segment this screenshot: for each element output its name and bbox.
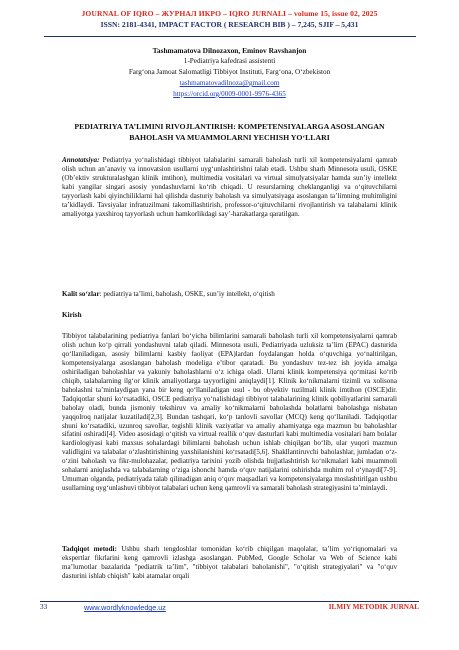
method-text: Ushbu sharh tengdoshlar tomonidan ko‘rib chiqilgan maqolalar, ta’lim yo‘riqnomalari va ekspertlar fikrlarini keng qamrovli izlashga asoslangan. PubMed, Google Scholar va Web of Science kabi ma’lumotlar bazalarida "pediatrik ta’lim", "tibbiyot talabalari baholanishi", "o‘qitish strategiyalari" va "o‘quv dasturini ishlab chiqish" kabi atamalar orqali	[62, 545, 397, 580]
footer-divider	[40, 601, 419, 602]
article-title: PEDIATRIYA TA’LIMINI RIVOJLANTIRISH: KOMPETENSIYALARGA ASOSLANGAN BAHOLASH VA MUAMMOLARNI YECHISH YO‘LLARI	[74, 122, 385, 142]
website-link[interactable]: www.wordlyknowledge.uz	[84, 603, 166, 612]
intro-heading: Kirish	[62, 311, 82, 319]
author-email-link[interactable]: tashmamatovadilnoza@gmail.com	[179, 79, 280, 87]
author-affiliation-institute: Farg‘ona Jamoat Salomatligi Tibbiyot Instituti, Farg‘ona, O‘zbekiston	[128, 68, 331, 76]
journal-header-issn: ISSN: 2181-4341, IMPACT FACTOR ( RESEARCH BIB ) – 7,245, SJIF – 5,431	[100, 20, 359, 29]
header-divider	[44, 36, 416, 37]
method-paragraph	[62, 545, 397, 581]
keywords-label: Kalit so‘zlar	[62, 290, 100, 298]
abstract-text: Pediatriya yo‘nalishidagi tibbiyot talabalarini samarali baholash turli xil kompetensiyalarni qamrab olish uchun an’anaviy va innovatsion usullarni uyg‘unlashtirishni talab etadi. Ushbu sharh Minnesota usuli, OSKE (Ob’ektiv strukturalashgan klinik imtihon), multimedia vositalari va virtual simulyatsiyalar hamda sun’iy intellekt kabi yangilar singari asosiy yondashuvlarni ko‘rib chiqadi. U resurslarning cheklanganligi va o‘qituvchilarni tayyorlash kabi qiyinchiliklarni hal qilishda dasturiy baholash va simulyatsiyaga asoslangan ta’limning muhimligini ta’kidlaydi. Tavsiyalar infratuzilmani takomillashtirish, professor-o‘qituvchilarni rivojlantirish va talabalarni klinik amaliyotga yaxshiroq tayyorlash uchun hamkorlikdagi say’-harakatlarga qaratilgan.	[62, 156, 397, 218]
author-affiliation-position: 1-Pediatriya kafedrasi assistenti	[183, 57, 276, 65]
author-names: Tashmamatova Dilnozaxon, Eminov Ravshanjon	[152, 46, 307, 55]
keywords-text: : pediatriya ta’limi, baholash, OSKE, sun’iy intellekt, o‘qitish	[99, 290, 275, 298]
journal-header-title: JOURNAL OF IQRO – ЖУРНАЛ ИКРО – IQRO JURNALI – volume 15, issue 02, 2025	[81, 9, 378, 18]
keywords-paragraph	[62, 290, 397, 299]
method-label: Tadqiqot metodi:	[62, 545, 117, 553]
author-orcid-link[interactable]: https://orcid.org/0009-0001-9976-4365	[173, 90, 286, 98]
intro-paragraph: Tibbiyot talabalarining pediatriya fanlari bo‘yicha bilimlarini samarali baholash turli xil kompetensiyalarni qamrab olish uchun ko‘p qirrali yondashuvni talab qiladi. Minnesota usuli, Pediatriyada uzluksiz ta’lim (EPAC) dasturida qo‘llaniladigan, asosiy bilimlarni kasbiy faoliyat (EPA)lardan foydalangan holda o‘quvchiga yo‘naltirilgan, kompetensiyalarga asoslangan baholash modeliga e’tibor qaratadi. Bu yondashuv tez-tez ish joyida amalga oshiriladigan baholashlar va yakuniy baholashlarni o‘z ichiga oladi. Ularni klinik kompetensiya qo‘mitasi ko‘rib chiqib, talabalarning ilg‘or klinik amaliyotlarga tayyorligini aniqlaydi[1]. Klinik ko‘nikmalarni tizimli va xolisona baholashni ta’minlaydigan yana bir keng qo‘llaniladigan usul - bu obyektiv tuzilmali klinik imtihon (OSCE)dir. Tadqiqotlar shuni ko‘rsatadiki, OSCE pediatriya yo‘nalishidagi tibbiyot talabalarining klinik qobiliyatlarini samarali baholay oladi, bunda jismoniy tekshiruv va amaliy ko‘nikmalarni baholashda holatlarni baholashga nisbatan yaqqolroq natijalar kuzatiladi[2,3]. Bundan tashqari, ko‘p tanlovli savollar (MCQ) keng qo‘llaniladi. Tadqiqotlar shuni ko‘rsatadiki, uzunroq savollar, tegishli klinik vaziyatlar va amaliy ahamiyatga ega mazmun bu baholashlar sifatini oshiradi[4]. Video asosidagi o‘qitish va virtual reallik o‘quv dasturlari kabi multimedia vositalari ham bolalar kardiologiyasi kabi maxsus sohalardagi bilimlarni baholash uchun ishlab chiqilgan bo‘lib, ular yuqori mazmun validligini va talabalar o‘zlashtirishining yaxshilanishini ko‘rsatadi[5,6]. Shakllantiruvchi baholashlar, jumladan o‘z-o‘zini baholash va fikr-mulohazalar, pediatriya tarixini yozib olishda hujjatlashtirish ko‘nikmalari kabi muammoli sohalarni aniqlashda va talabalarning o‘ziga ishonchi hamda o‘quv natijalarini oshirishda muhim rol o‘ynaydi[7-9]. Umuman olganda, pediatriyada talab qilinadigan aniq o‘quv maqsadlari va kompetensiyalarga moslashtirilgan ushbu usullarning uyg‘unlashuvi tibbiyot talabalari uchun keng qamrovli va samarali baholash strategiyasini ta’minlaydi.	[62, 332, 397, 493]
abstract-paragraph	[62, 156, 397, 219]
page-number: 33	[40, 603, 48, 611]
abstract-label: Annotatsiya:	[62, 156, 100, 164]
footer-journal-name: ILMIY METODIK JURNAL	[328, 603, 419, 611]
